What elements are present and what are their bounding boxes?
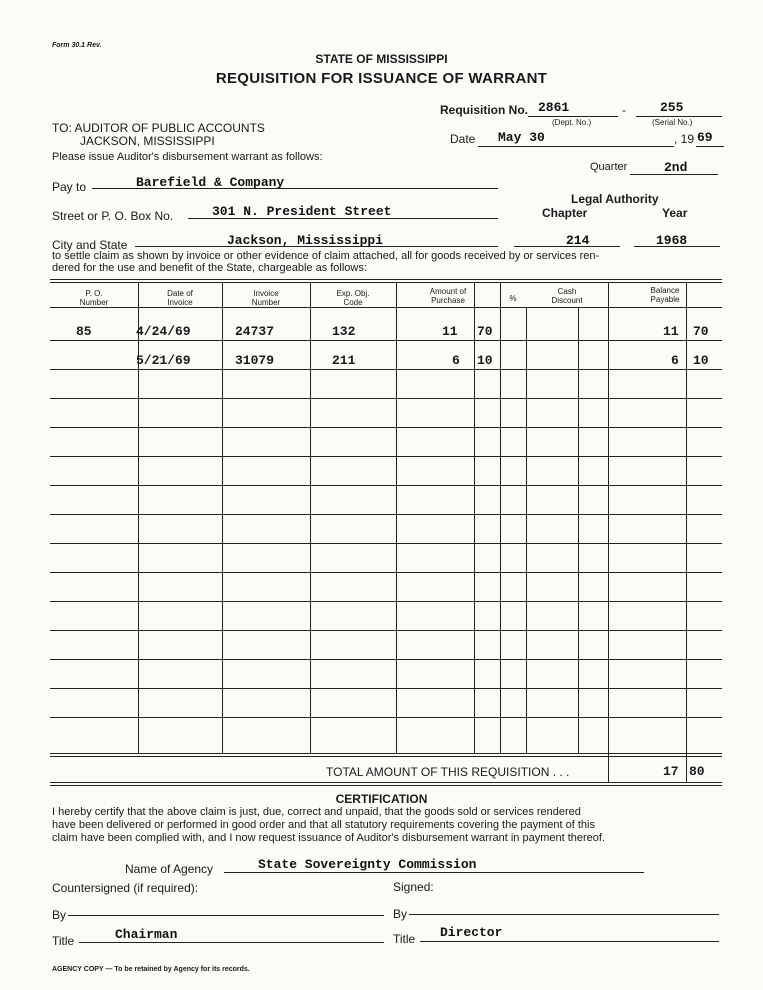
footer-note: AGENCY COPY — To be retained by Agency for its records. [52,966,250,973]
row-balance-dollars: 6 [671,353,679,368]
left-by-label: By [52,908,67,922]
header-exp-line1: Exp. Obj. [336,289,370,298]
form-number: Form 30.1 Rev. [52,42,102,49]
left-title-label: Title [52,934,75,948]
row-rule [50,456,722,457]
year-value: 69 [697,130,713,145]
table-header-rule [50,307,722,308]
table-bottom-rule-1 [50,753,722,754]
row-amount-cents: 10 [477,353,493,368]
col-divider-invoice [310,282,311,753]
row-amount-dollars: 11 [442,324,458,339]
street-value: 301 N. President Street [212,204,392,219]
pay-to-line [92,188,498,189]
total-dollars: 17 [663,764,679,779]
requisition-dash: - [622,103,626,117]
certification-line-2: have been delivered or performed in good order and that all statutory requirements covering the payment of this [52,819,595,831]
header-invoice-line2: Number [251,298,281,307]
requisition-dept-value: 2861 [538,100,570,115]
pay-to-label: Pay to [52,180,87,194]
date-line [478,146,674,147]
to-line-1: TO: AUDITOR OF PUBLIC ACCOUNTS [52,121,265,135]
street-line [188,218,498,219]
header-invoice [222,289,310,307]
total-cents: 80 [689,764,705,779]
left-title-line [79,942,384,943]
right-by-line [409,914,719,915]
header-invoice-line1: Invoice [253,289,279,298]
header-balance-line1: Balance [650,286,680,295]
row-rule [50,688,722,689]
quarter-line [630,174,718,175]
settle-text-2: dered for the use and benefit of the State, chargeable as follows: [52,262,367,274]
header-date [138,289,222,307]
row-rule [50,659,722,660]
row-rule [50,514,722,515]
agency-line [224,872,644,873]
col-divider-pct [526,307,527,753]
certification-line-3: claim have been complied with, and I now request issuance of Auditor's disbursement warrant in payment thereof. [52,832,606,844]
row-date: 5/21/69 [136,353,191,368]
header-pct [500,294,526,303]
col-divider-amount [500,282,501,753]
left-by-line [68,915,384,916]
row-invoice: 31079 [235,353,275,368]
year-label: Year [662,206,688,220]
quarter-label: Quarter [590,161,628,173]
col-divider-date [222,282,223,753]
header-date-line2: Invoice [167,298,193,307]
form-title: REQUISITION FOR ISSUANCE OF WARRANT [215,70,548,87]
header-po-line1: P. O. [85,289,103,298]
to-line-2: JACKSON, MISSISSIPPI [80,134,215,148]
header-cash-line2: Discount [551,296,583,305]
row-po: 85 [76,324,92,339]
row-exp: 211 [332,353,356,368]
legal-year-line [634,246,720,247]
row-amount-cents: 70 [477,324,493,339]
header-po [50,289,138,307]
row-rule [50,572,722,573]
header-pct-line1: % [509,294,517,303]
settle-text-1: to settle claim as shown by invoice or other evidence of claim attached, all for goods received by or services ren- [52,250,600,262]
header-po-line2: Number [79,298,109,307]
row-exp: 132 [332,324,356,339]
signed-label: Signed: [393,880,434,894]
table-top-rule-2 [50,282,722,283]
row-rule [50,630,722,631]
chapter-label: Chapter [542,206,588,220]
header-amount-line1: Amount of [429,287,467,296]
col-divider-exp [396,282,397,753]
requisition-serial-value: 255 [660,100,684,115]
chapter-value: 214 [566,233,590,248]
agency-value: State Sovereignty Commission [258,857,477,872]
left-title-value: Chairman [115,927,178,942]
total-label: TOTAL AMOUNT OF THIS REQUISITION . . . [326,765,570,779]
total-rule-1 [50,782,722,783]
header-amount [396,287,500,305]
row-invoice: 24737 [235,324,275,339]
row-rule [50,485,722,486]
row-date: 4/24/69 [136,324,191,339]
date-label: Date [450,132,476,146]
total-rule-2 [50,785,722,786]
city-label: City and State [52,238,128,252]
table-bottom-rule-2 [50,756,722,757]
row-rule [50,427,722,428]
certification-heading: CERTIFICATION [335,792,428,806]
pay-to-value: Barefield & Company [136,175,285,190]
please-issue-text: Please issue Auditor's disbursement warrant as follows: [52,151,323,163]
row-rule [50,340,722,341]
requisition-label: Requisition No. [440,103,528,117]
header-cash-line1: Cash [557,287,577,296]
header-exp [310,289,396,307]
col-divider-cash-cents [578,307,579,753]
header-exp-line2: Code [343,298,363,307]
row-amount-dollars: 6 [452,353,460,368]
legal-year-value: 1968 [656,233,688,248]
row-balance-cents: 70 [693,324,709,339]
row-rule [50,543,722,544]
year-prefix: , 19 [674,132,695,146]
row-rule [50,717,722,718]
city-line [135,246,498,247]
dept-no-line [528,116,618,117]
serial-no-line [636,116,722,117]
certification-line-1: I hereby certify that the above claim is just, due, correct and unpaid, that the goods sold or services rendered [52,806,581,818]
row-balance-cents: 10 [693,353,709,368]
header-cash [526,287,608,305]
agency-label: Name of Agency [125,862,214,876]
row-rule [50,398,722,399]
serial-no-caption: (Serial No.) [652,118,693,127]
dept-no-caption: (Dept. No.) [552,118,592,127]
col-divider-balance-cents [686,282,687,782]
table-top-rule-1 [50,279,722,280]
right-title-value: Director [440,925,503,940]
col-divider-cash [608,282,609,782]
right-title-label: Title [393,932,416,946]
row-rule [50,601,722,602]
header-amount-line2: Purchase [431,296,465,305]
street-label: Street or P. O. Box No. [52,209,174,223]
header-balance-line2: Payable [650,295,680,304]
countersigned-label: Countersigned (if required): [52,881,199,895]
right-title-line [420,941,719,942]
chapter-line [514,246,620,247]
row-balance-dollars: 11 [663,324,679,339]
city-value: Jackson, Mississippi [227,233,384,248]
header-date-line1: Date of [167,289,193,298]
row-rule [50,369,722,370]
date-value: May 30 [498,130,545,145]
state-heading: STATE OF MISSISSIPPI [315,52,448,66]
header-balance [608,286,722,304]
legal-authority-label: Legal Authority [571,192,659,206]
col-divider-amount-cents [474,282,475,753]
year-line [696,146,724,147]
right-by-label: By [393,907,408,921]
quarter-value: 2nd [664,160,688,175]
